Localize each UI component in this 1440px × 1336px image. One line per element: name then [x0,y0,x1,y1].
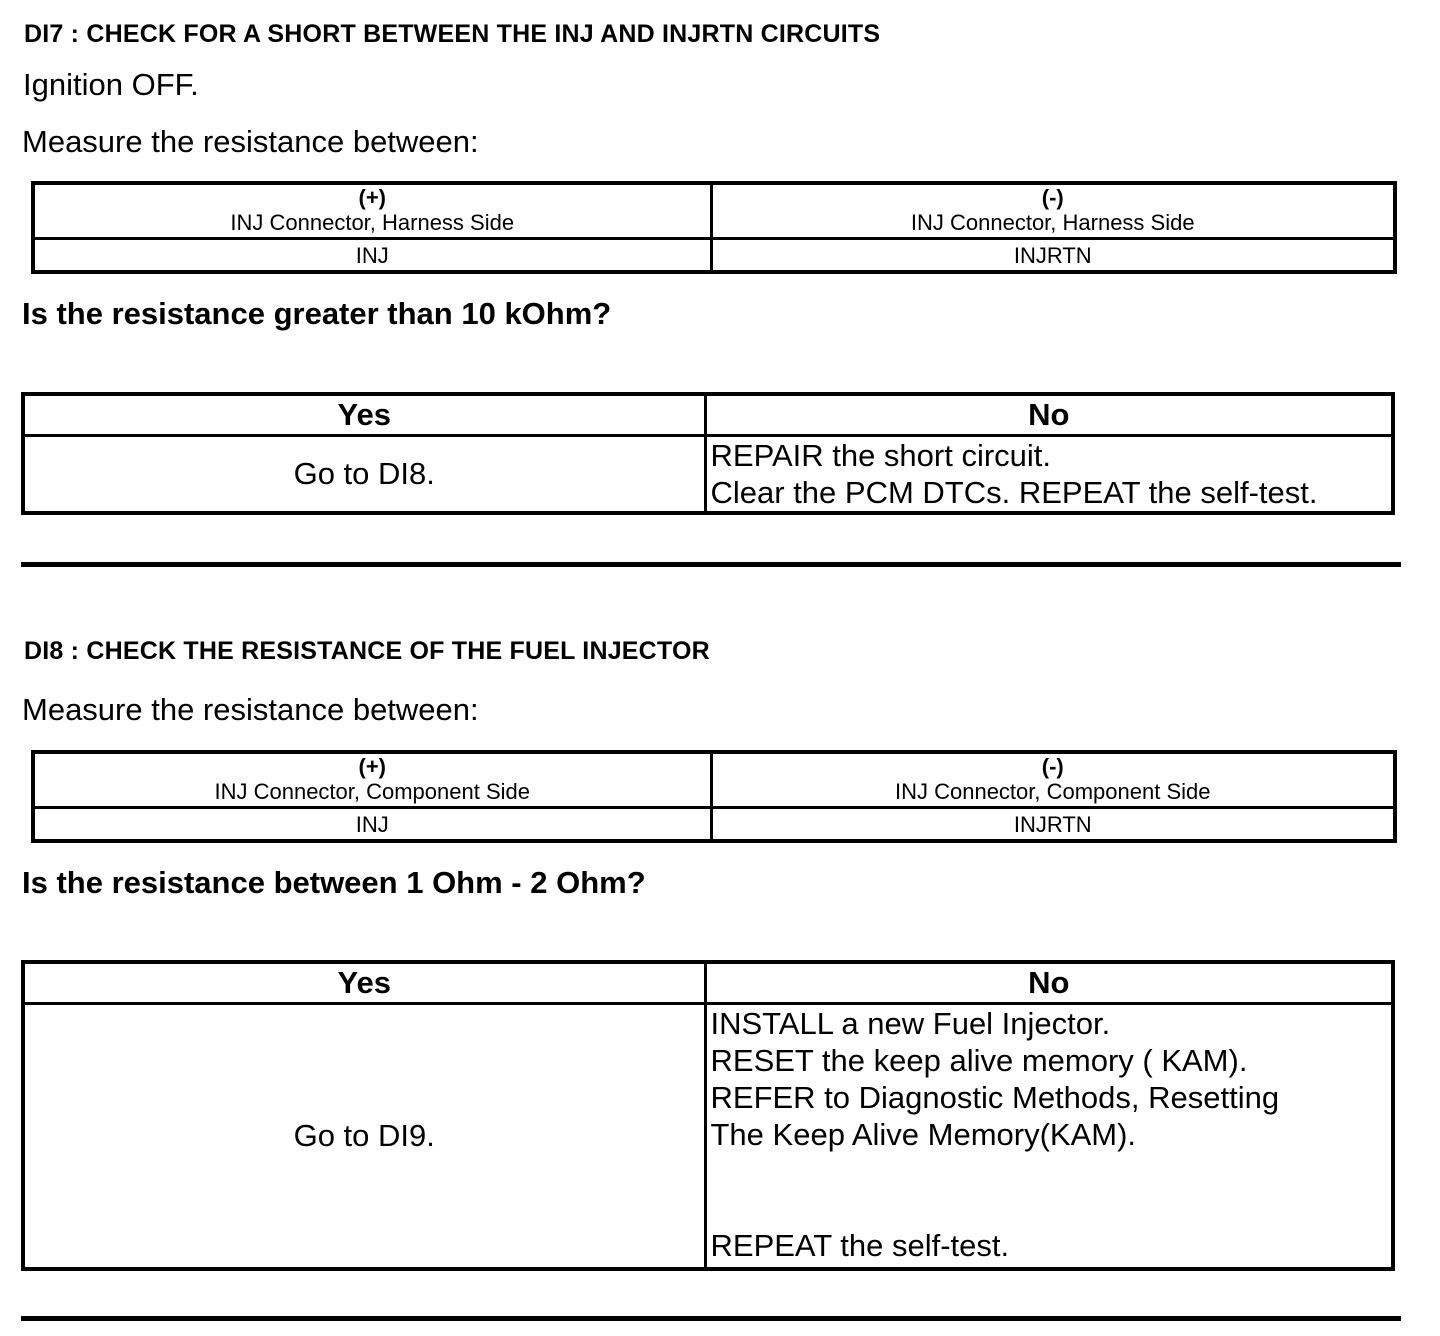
di8-plus-polarity: (+) [358,753,386,779]
di8-yes-action: Go to DI9. [23,1004,705,1270]
di7-minus-polarity: (-) [1041,184,1064,210]
di8-no-action-line: REPEAT the self-test. [710,1228,1010,1263]
di7-step-title: DI7 : CHECK FOR A SHORT BETWEEN THE INJ AND INJRTN CIRCUITS [24,20,881,48]
di8-yes-header: Yes [23,962,705,1004]
di7-no-header: No [705,394,1393,436]
di7-measure-text: Measure the resistance between: [22,124,479,159]
section-divider [21,1316,1401,1321]
di7-minus-location: INJ Connector, Harness Side [910,209,1195,235]
di8-minus-header [711,752,1395,808]
di8-step-title: DI8 : CHECK THE RESISTANCE OF THE FUEL INJECTOR [24,637,710,665]
di7-minus-pin: INJRTN [711,239,1395,273]
di8-minus-polarity: (-) [1041,753,1064,779]
di8-no-action-line: RESET the keep alive memory ( KAM). [710,1043,1248,1078]
di7-minus-header [711,183,1395,239]
di8-plus-location: INJ Connector, Component Side [214,778,530,804]
di7-question: Is the resistance greater than 10 kOhm? [22,296,612,331]
di7-plus-polarity: (+) [358,184,386,210]
di7-yes-action: Go to DI8. [23,436,705,514]
section-divider [21,562,1401,567]
di7-no-action-line: REPAIR the short circuit. [710,438,1052,473]
di8-minus-location: INJ Connector, Component Side [894,778,1211,804]
di7-pin-table [31,181,1397,274]
di8-answer-table [21,960,1395,1271]
di7-plus-location: INJ Connector, Harness Side [230,209,515,235]
di7-no-action-line: Clear the PCM DTCs. REPEAT the self-test. [710,475,1318,510]
di7-no-actions [705,436,1393,514]
di8-measure-text: Measure the resistance between: [22,692,479,727]
di8-plus-header [33,752,711,808]
di8-no-actions [705,1004,1393,1270]
di7-answer-table [21,392,1395,515]
di8-no-header: No [705,962,1393,1004]
di7-plus-header [33,183,711,239]
di8-no-action-line: REFER to Diagnostic Methods, Resetting [710,1080,1280,1115]
di8-no-action-line [711,1190,1392,1227]
di8-pin-table [31,750,1397,843]
di8-no-action-line: The Keep Alive Memory(KAM). [710,1117,1137,1152]
di7-instruction: Ignition OFF. [23,67,199,102]
di8-question: Is the resistance between 1 Ohm - 2 Ohm? [22,865,646,900]
di8-minus-pin: INJRTN [711,808,1395,842]
di8-no-action-line: INSTALL a new Fuel Injector. [710,1006,1111,1041]
di7-plus-pin: INJ [33,239,711,273]
di8-plus-pin: INJ [33,808,711,842]
di7-yes-header: Yes [23,394,705,436]
di8-no-action-line [711,1153,1392,1190]
